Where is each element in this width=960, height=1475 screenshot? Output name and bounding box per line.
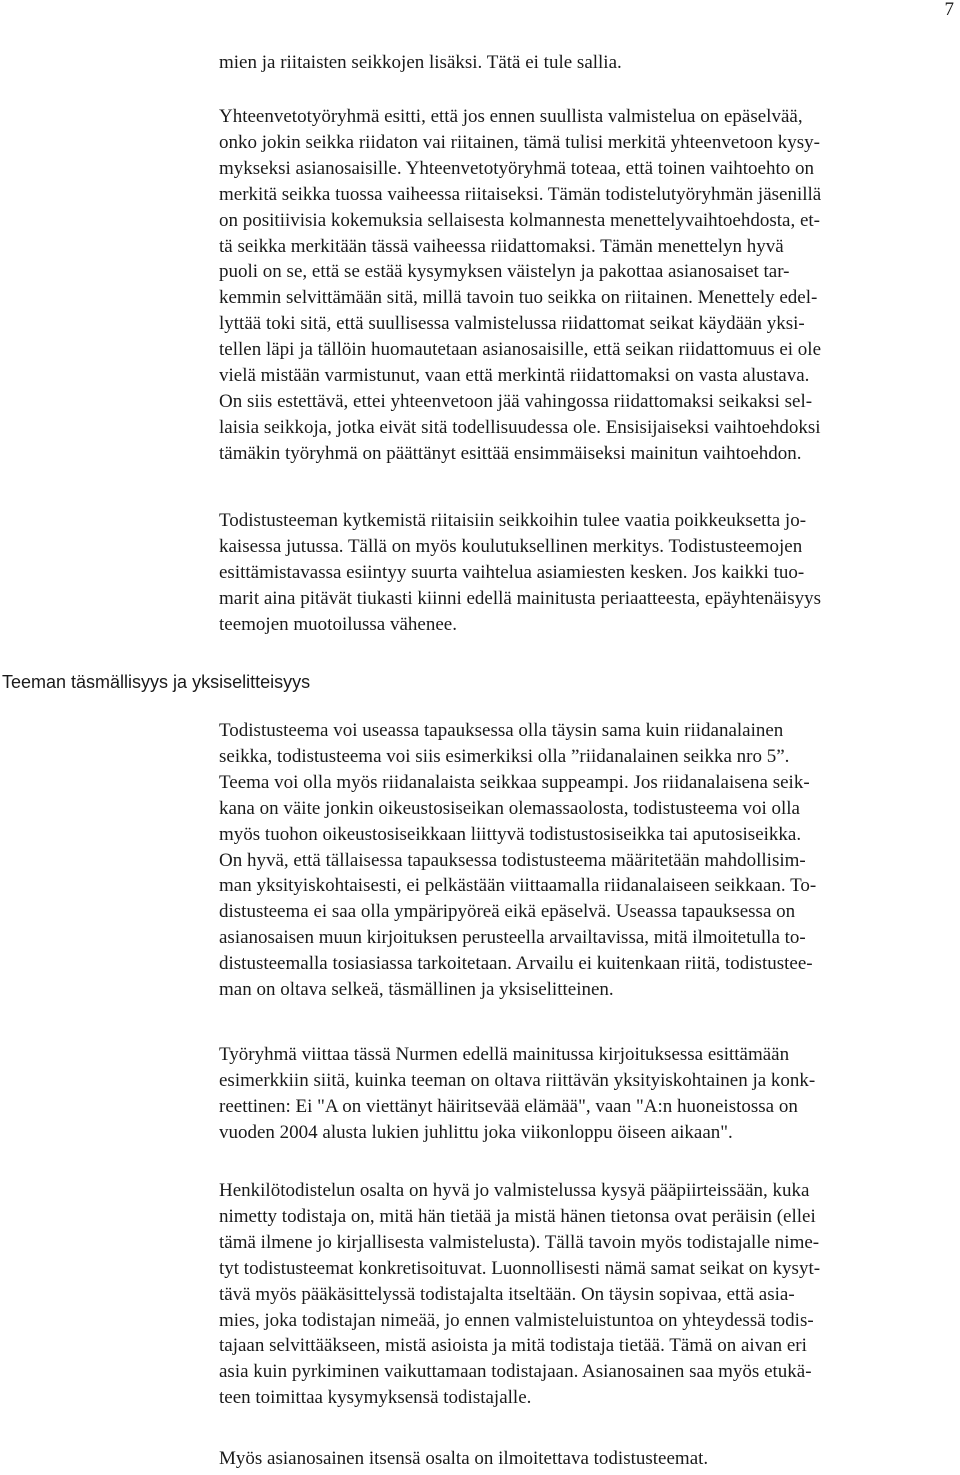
paragraph-p5-line: vuoden 2004 alusta lukien juhlittu joka viikonloppu öiseen aikaan".: [219, 1121, 733, 1143]
paragraph-p5-line: Työryhmä viittaa tässä Nurmen edellä mainitussa kirjoituksessa esittämään: [219, 1044, 790, 1065]
paragraph-p2-line: Yhteenvetotyöryhmä esitti, että jos ennen suullista valmistelua on epäselvää,: [219, 106, 803, 127]
paragraph-p6-line: teen toimittaa kysymyksensä todistajalle.: [219, 1387, 532, 1409]
paragraph-p4-line: asianosaisen muun kirjoituksen perusteella arvailtavissa, mitä ilmoitetulla to-: [219, 927, 806, 949]
paragraph-p2-line: merkitä seikka tuossa vaiheessa riitaiseksi. Tämän todistelutyöryhmän jäsenillä: [219, 183, 822, 205]
paragraph-p4-line: distusteemalla tosiasiassa tarkoitetaan. Arvailu ei kuitenkaan riitä, todistustee-: [219, 953, 813, 975]
paragraph-p4-line: man yksityiskohtaisesti, ei pelkästään viittaamalla riidanalaiseen seikkaan. To-: [219, 875, 817, 897]
paragraph-p2-line: kemmin selvittämään sitä, millä tavoin tuo seikka on riitainen. Menettely edel-: [219, 287, 818, 309]
paragraph-p2-line: laisia seikkoja, jotka eivät sitä todellisuudessa ole. Ensisijaiseksi vaihtoehdoksi: [219, 416, 821, 438]
paragraph-p2-line: vielä mistään varmistunut, vaan että merkintä riidattomaksi on vasta alustava.: [219, 365, 810, 386]
paragraph-p4-line: man on oltava selkeä, täsmällinen ja yksiselitteinen.: [219, 979, 614, 1000]
page-number: 7: [944, 0, 954, 20]
paragraph-p3-line: teemojen muotoilussa vähenee.: [219, 613, 457, 635]
paragraph-p2-line: tellen läpi ja tällöin huomautetaan asianosaisille, että seikan riidattomuus ei ole: [219, 339, 822, 361]
paragraph-p6-line: asia kuin pyrkiminen vaikuttamaan todistajaan. Asianosainen saa myös etukä-: [219, 1361, 812, 1383]
paragraph-p7-line: Myös asianosainen itsensä osalta on ilmoitettava todistusteemat.: [219, 1448, 709, 1469]
paragraph-p3-line: Todistusteeman kytkemistä riitaisiin seikkoihin tulee vaatia poikkeuksetta jo-: [219, 510, 807, 531]
paragraph-p4-line: myös tuohon oikeustosiseikkaan liittyvä todistustosiseikka tai aputosiseikka.: [219, 823, 802, 845]
paragraph-p3-line: kaisessa jutussa. Tällä on myös koulutuksellinen merkitys. Todistusteemojen: [219, 535, 803, 557]
paragraph-p6-line: tajaan selvittääkseen, mistä asioista ja mitä todistaja tietää. Tämä on aivan eri: [219, 1335, 807, 1357]
paragraph-p3-line: esittämistavassa esiintyy suurta vaihtelua asiamiesten kesken. Jos kaikki tuo-: [219, 561, 805, 583]
paragraph-p2-line: onko jokin seikka riidaton vai riitainen, tämä tulisi merkitä yhteenvetoon kysy-: [219, 131, 821, 153]
paragraph-p4-line: seikka, todistusteema voi siis esimerkiksi olla ”riidanalainen seikka nro 5”.: [219, 745, 790, 767]
paragraph-p1-line: mien ja riitaisten seikkojen lisäksi. Tätä ei tule sallia.: [219, 52, 622, 73]
paragraph-p2-line: lyttää toki sitä, että suullisessa valmistelussa riidattomat seikat käydään yksi-: [219, 313, 805, 335]
paragraph-p6-line: tämä ilmene jo kirjallisesta valmistelusta). Tällä tavoin myös todistajalle nime-: [219, 1231, 820, 1253]
paragraph-p2-line: tä seikka merkitään tässä vaiheessa riidattomaksi. Tämän menettelyn hyvä: [219, 235, 784, 257]
paragraph-p6-line: nimetty todistaja on, mitä hän tietää ja mistä hänen tietonsa ovat peräisin (ellei: [219, 1205, 816, 1227]
paragraph-p6-line: mies, joka todistajan nimeää, jo ennen valmisteluistuntoa on yhteydessä todis-: [219, 1309, 814, 1331]
paragraph-p3-line: marit aina pitävät tiukasti kiinni edellä mainitusta periaatteesta, epäyhtenäisyys: [219, 587, 821, 609]
paragraph-p2-line: puoli on se, että se estää kysymyksen väistelyn ja pakottaa asianosaiset tar-: [219, 261, 790, 283]
paragraph-p2-line: On siis estettävä, ettei yhteenvetoon jää vahingossa riidattomaksi seikaksi sel-: [219, 390, 813, 412]
paragraph-p4-line: kana on väite jonkin oikeustosiseikan olemassaolosta, todistusteema voi olla: [219, 797, 800, 819]
paragraph-p2-line: on positiivisia kokemuksia sellaisesta kolmannesta menettelyvaihtoehdosta, et-: [219, 209, 821, 231]
paragraph-p4-line: On hyvä, että tällaisessa tapauksessa todistusteema määritetään mahdollisim-: [219, 849, 806, 871]
paragraph-p4-line: distusteema ei saa olla ympäripyöreä eikä epäselvä. Useassa tapauksessa on: [219, 901, 796, 923]
paragraph-p6-line: tyt todistusteemat konkretisoituvat. Luonnollisesti nämä samat seikat on kysyt-: [219, 1257, 821, 1279]
side-heading: Teeman täsmällisyys ja yksiselitteisyys: [2, 672, 311, 692]
paragraph-p2-line: tämäkin työryhmä on päättänyt esittää ensimmäiseksi mainitun vaihtoehdon.: [219, 442, 802, 464]
paragraph-p6-line: tävä myös pääkäsittelyssä todistajalta itseltään. On täysin sopivaa, että asia-: [219, 1283, 795, 1305]
paragraph-p4-line: Todistusteema voi useassa tapauksessa olla täysin sama kuin riidanalainen: [219, 720, 784, 741]
paragraph-p2-line: mykseksi asianosaisille. Yhteenvetotyöryhmä toteaa, että toinen vaihtoehto on: [219, 157, 815, 179]
paragraph-p5-line: reettinen: Ei "A on viettänyt häiritsevää elämää", vaan "A:n huoneistossa on: [219, 1095, 798, 1117]
paragraph-p6-line: Henkilötodistelun osalta on hyvä jo valmistelussa kysyä pääpiirteissään, kuka: [219, 1180, 810, 1201]
paragraph-p5-line: esimerkkiin siitä, kuinka teeman on oltava riittävän yksityiskohtainen ja konk-: [219, 1069, 816, 1091]
paragraph-p4-line: Teema voi olla myös riidanalaista seikkaa suppeampi. Jos riidanalaisena seik-: [219, 771, 810, 793]
